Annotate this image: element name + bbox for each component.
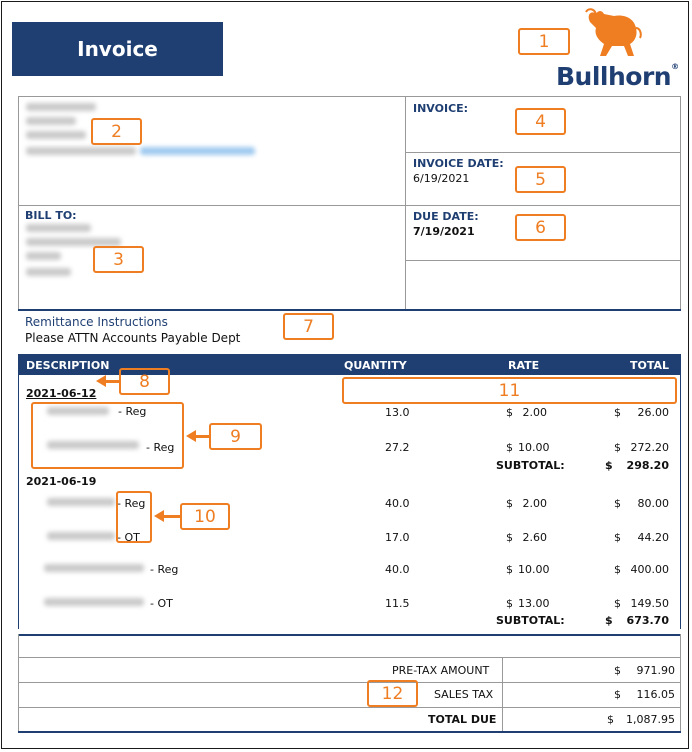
pay-type: - OT: [150, 597, 173, 610]
line-total: 44.20: [637, 531, 669, 544]
total-due-value: 1,087.95: [626, 713, 675, 726]
callout-9: 9: [209, 423, 262, 450]
bill-to-street: [26, 238, 121, 246]
pay-type: - Reg: [118, 405, 147, 418]
company-website[interactable]: [140, 147, 255, 155]
total-sym: $: [614, 563, 621, 576]
callout-6: 6: [515, 214, 566, 241]
pay-type: - Reg: [150, 563, 179, 576]
line-total: 26.00: [637, 406, 669, 419]
arrow-8-head: [96, 375, 106, 387]
rate-sym: $: [506, 563, 513, 576]
callout-7: 7: [283, 313, 334, 340]
callout-10: 10: [180, 503, 230, 530]
line-total: 400.00: [630, 563, 669, 576]
pay-type: - Reg: [146, 441, 175, 454]
col-description: DESCRIPTION: [26, 359, 110, 372]
invoice-date-value: 6/19/2021: [413, 172, 470, 185]
name-highlight-box: [31, 402, 184, 469]
rate-sym: $: [506, 441, 513, 454]
callout-5: 5: [515, 166, 566, 193]
pretax-value: 971.90: [636, 664, 675, 677]
pay-type: - Reg: [117, 497, 146, 510]
company-name: [26, 103, 96, 111]
subtotal-label: SUBTOTAL:: [496, 614, 565, 627]
bill-to-line3: [26, 252, 61, 260]
rate: 10.00: [518, 563, 550, 576]
callout-8: 8: [119, 368, 170, 395]
group-date: 2021-06-12: [26, 387, 97, 400]
arrow-10: [164, 515, 181, 518]
quantity: 40.0: [385, 497, 410, 510]
rate: 2.00: [522, 497, 547, 510]
arrow-8: [106, 380, 121, 383]
total-sym: $: [614, 441, 621, 454]
quantity: 17.0: [385, 531, 410, 544]
col-quantity: QUANTITY: [344, 359, 407, 372]
col-rate: RATE: [508, 359, 540, 372]
subtotal-value: 298.20: [626, 459, 669, 472]
bull-logo-icon: [584, 6, 642, 60]
group-date: 2021-06-19: [26, 475, 97, 488]
rate: 2.00: [522, 406, 547, 419]
company-city: [26, 131, 86, 139]
pay-type: - OT: [117, 531, 140, 544]
worker-name: [47, 498, 115, 506]
rate: 10.00: [518, 441, 550, 454]
remittance-title: Remittance Instructions: [25, 315, 168, 329]
arrow-9: [196, 435, 211, 438]
arrow-10-head: [154, 510, 164, 522]
quantity: 11.5: [385, 597, 410, 610]
quantity: 40.0: [385, 563, 410, 576]
worker-name: [44, 564, 144, 572]
callout-4: 4: [515, 108, 566, 135]
rate: 2.60: [522, 531, 547, 544]
invoice-number-label: INVOICE:: [413, 102, 469, 115]
col-total: TOTAL: [630, 359, 670, 372]
invoice-date-label: INVOICE DATE:: [413, 157, 504, 170]
quantity: 27.2: [385, 441, 410, 454]
rate-sym: $: [506, 497, 513, 510]
bill-to-label: BILL TO:: [25, 209, 77, 222]
pretax-sym: $: [614, 664, 621, 677]
worker-name: [47, 532, 115, 540]
total-sym: $: [614, 597, 621, 610]
rate: 13.00: [518, 597, 550, 610]
sales-tax-sym: $: [614, 688, 621, 701]
rate-sym: $: [506, 531, 513, 544]
total-due-sym: $: [607, 713, 614, 726]
company-street: [26, 117, 76, 125]
rate-sym: $: [506, 406, 513, 419]
callout-1: 1: [518, 28, 570, 55]
subtotal-label: SUBTOTAL:: [496, 459, 565, 472]
callout-11: 11: [342, 377, 677, 404]
subtotal-sym: $: [605, 459, 613, 472]
rate-sym: $: [506, 597, 513, 610]
logo-wordmark: Bullhorn®: [556, 62, 679, 91]
arrow-9-head: [186, 430, 196, 442]
subtotal-sym: $: [605, 614, 613, 627]
callout-3: 3: [93, 246, 144, 273]
subtotal-value: 673.70: [626, 614, 669, 627]
callout-2: 2: [91, 118, 142, 145]
invoice-title: Invoice: [12, 22, 223, 76]
total-sym: $: [614, 406, 621, 419]
bill-to-name: [26, 224, 91, 232]
line-total: 80.00: [637, 497, 669, 510]
quantity: 13.0: [385, 406, 410, 419]
due-date-value: 7/19/2021: [413, 225, 475, 238]
sales-tax-label: SALES TAX: [434, 688, 494, 701]
line-total: 272.20: [630, 441, 669, 454]
line-items-header: [18, 354, 681, 375]
remittance-text: Please ATTN Accounts Payable Dept: [25, 331, 241, 345]
callout-12: 12: [367, 680, 418, 707]
total-sym: $: [614, 497, 621, 510]
bill-to-city: [26, 268, 71, 276]
company-email: [26, 147, 136, 155]
worker-name: [44, 598, 144, 606]
line-total: 149.50: [630, 597, 669, 610]
due-date-label: DUE DATE:: [413, 210, 479, 223]
total-sym: $: [614, 531, 621, 544]
total-due-label: TOTAL DUE: [428, 713, 497, 726]
pretax-label: PRE-TAX AMOUNT: [392, 664, 490, 677]
paytype-highlight-box: [116, 491, 152, 543]
sales-tax-value: 116.05: [636, 688, 675, 701]
